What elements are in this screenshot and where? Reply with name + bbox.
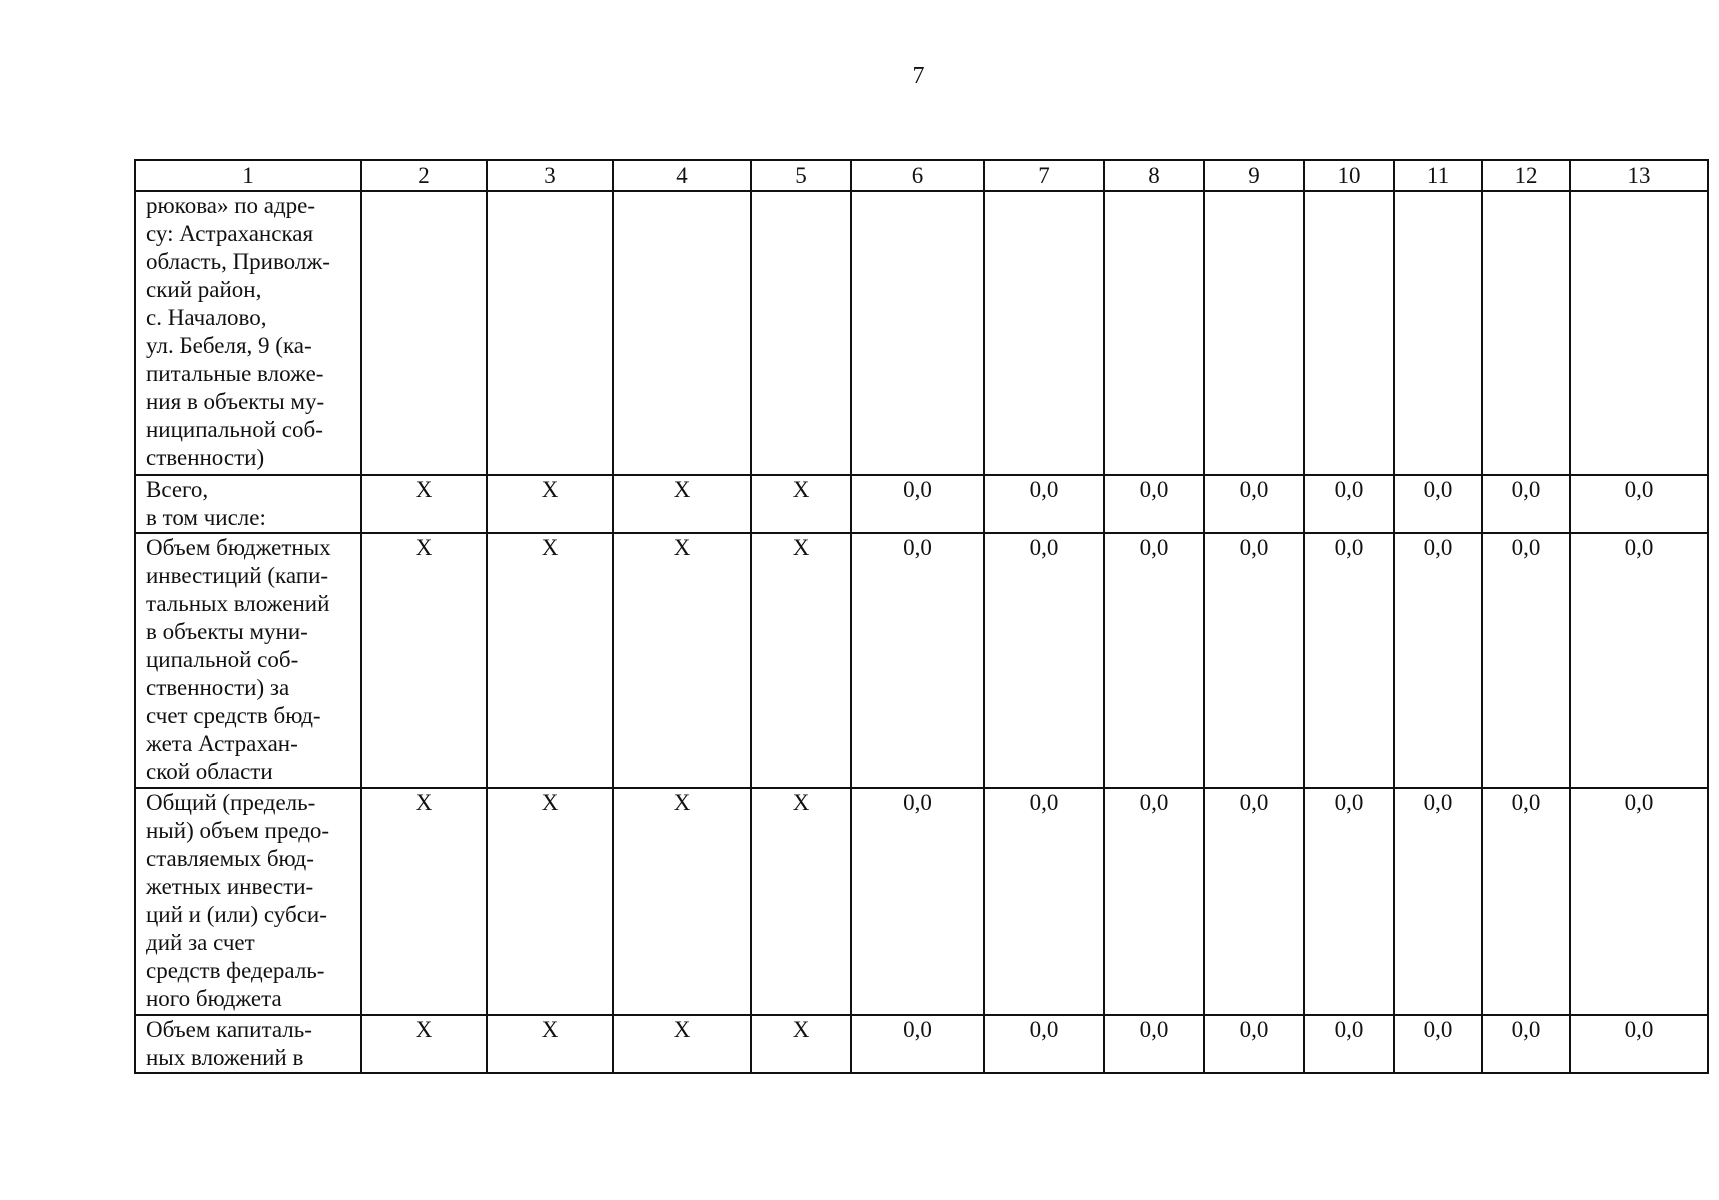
table-cell: 0,0 — [1570, 788, 1708, 1015]
table-cell: 0,0 — [1570, 475, 1708, 533]
table-cell: 0,0 — [1204, 533, 1304, 788]
table-cell: 0,0 — [1482, 475, 1570, 533]
column-number-header: 10 — [1304, 160, 1394, 191]
table-cell: 0,0 — [1394, 788, 1482, 1015]
table-cell: 0,0 — [1482, 788, 1570, 1015]
table-cell: Х — [487, 475, 613, 533]
table-cell: Х — [487, 788, 613, 1015]
table-row-regional-budget — [135, 533, 1708, 788]
row-description-text: Всего, в том числе: — [146, 477, 266, 530]
table-cell: 0,0 — [851, 1015, 984, 1073]
table-row-object-address — [135, 191, 1708, 475]
table-cell: 0,0 — [851, 533, 984, 788]
table-cell: 0,0 — [984, 788, 1104, 1015]
table-cell: Х — [487, 533, 613, 788]
row-description — [135, 475, 361, 533]
table-cell — [1304, 191, 1394, 475]
page-number: 7 — [912, 63, 925, 89]
column-number-header: 12 — [1482, 160, 1570, 191]
row-description-text: рюкова» по адре- су: Астраханская область, Приволж- ский район, с. Началово, ул. Бебеля, 9 (ка- питальные вложе- ния в объекты му- ниципальной соб- ственности) — [146, 193, 330, 470]
row-description-text: Общий (предель- ный) объем предо- ставляемых бюд- жетных инвести- ций и (или) субси- дий за счет средств федераль- ного бюджета — [146, 790, 330, 1011]
column-number-header: 8 — [1104, 160, 1204, 191]
table-cell — [1394, 191, 1482, 475]
table-cell: 0,0 — [1304, 533, 1394, 788]
column-number-header: 11 — [1394, 160, 1482, 191]
table-cell: Х — [613, 475, 751, 533]
table-cell: 0,0 — [984, 475, 1104, 533]
column-number-header: 2 — [361, 160, 487, 191]
table-cell: Х — [751, 475, 851, 533]
table-cell: 0,0 — [1394, 475, 1482, 533]
table-cell: 0,0 — [1570, 533, 1708, 788]
table-cell — [613, 191, 751, 475]
column-number-header: 9 — [1204, 160, 1304, 191]
table-row-capital-investments — [135, 1015, 1708, 1073]
column-number-header: 3 — [487, 160, 613, 191]
table-cell: 0,0 — [851, 475, 984, 533]
column-number-header: 6 — [851, 160, 984, 191]
row-description — [135, 533, 361, 788]
table-cell — [1204, 191, 1304, 475]
row-description — [135, 1015, 361, 1073]
table-cell: 0,0 — [1304, 788, 1394, 1015]
table-cell — [984, 191, 1104, 475]
table-cell: Х — [361, 475, 487, 533]
table-cell: Х — [361, 788, 487, 1015]
table-row-federal-budget — [135, 788, 1708, 1015]
table-cell: 0,0 — [1482, 1015, 1570, 1073]
table-cell — [1482, 191, 1570, 475]
column-number-header: 13 — [1570, 160, 1708, 191]
table-cell: 0,0 — [1204, 475, 1304, 533]
table-cell: Х — [613, 788, 751, 1015]
table-cell: 0,0 — [1104, 788, 1204, 1015]
table-cell: 0,0 — [1104, 475, 1204, 533]
table-cell: 0,0 — [1394, 533, 1482, 788]
table-cell — [1570, 191, 1708, 475]
table-cell: 0,0 — [1204, 1015, 1304, 1073]
table-cell: Х — [751, 1015, 851, 1073]
table-cell — [361, 191, 487, 475]
column-number-header: 4 — [613, 160, 751, 191]
row-description — [135, 191, 361, 475]
table-cell: 0,0 — [984, 1015, 1104, 1073]
row-description-text: Объем бюджетных инвестиций (капи- тальных вложений в объекты муни- ципальной соб- ственности) за счет средств бюд- жета Астрахан- ской области — [146, 535, 331, 784]
table-cell: 0,0 — [1570, 1015, 1708, 1073]
table-cell: 0,0 — [1482, 533, 1570, 788]
table-cell: 0,0 — [1304, 1015, 1394, 1073]
column-number-header: 7 — [984, 160, 1104, 191]
table-cell: 0,0 — [1104, 533, 1204, 788]
table-cell: Х — [751, 533, 851, 788]
table-cell: 0,0 — [1394, 1015, 1482, 1073]
row-description-text: Объем капиталь- ных вложений в — [146, 1017, 312, 1070]
table-row-total — [135, 475, 1708, 533]
table-cell: 0,0 — [1104, 1015, 1204, 1073]
table-cell: Х — [487, 1015, 613, 1073]
table-cell — [487, 191, 613, 475]
column-number-header: 1 — [135, 160, 361, 191]
table-cell — [1104, 191, 1204, 475]
row-description — [135, 788, 361, 1015]
column-number-row — [135, 160, 1708, 191]
table-cell: Х — [361, 533, 487, 788]
table-cell: Х — [361, 1015, 487, 1073]
table-cell: Х — [751, 788, 851, 1015]
table-cell: 0,0 — [1204, 788, 1304, 1015]
table-cell — [851, 191, 984, 475]
table-cell — [751, 191, 851, 475]
table-cell: 0,0 — [851, 788, 984, 1015]
column-number-header: 5 — [751, 160, 851, 191]
table-cell: Х — [613, 533, 751, 788]
table-cell: Х — [613, 1015, 751, 1073]
table-cell: 0,0 — [1304, 475, 1394, 533]
financing-table — [134, 159, 1709, 1074]
table-cell: 0,0 — [984, 533, 1104, 788]
